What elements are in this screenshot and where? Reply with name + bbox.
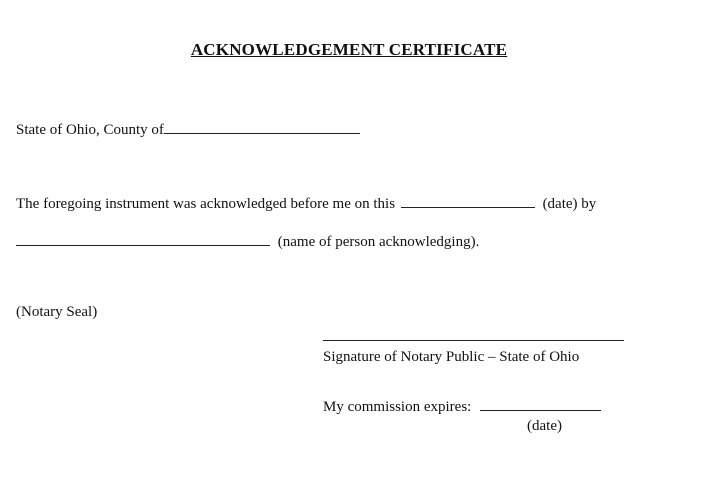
signature-line [323, 340, 624, 341]
date-blank [401, 193, 535, 208]
state-county-label: State of Ohio, County of [16, 122, 164, 138]
state-county-row [16, 119, 360, 139]
signature-label: Signature of Notary Public – State of Ohio [323, 349, 580, 365]
commission-blank [480, 396, 601, 411]
name-label: (name of person acknowledging). [277, 234, 480, 250]
acknowledgment-text: The foregoing instrument was acknowledged before me on this [16, 196, 396, 212]
commission-date-label: (date) [527, 418, 562, 434]
date-by-label: (date) by [542, 196, 597, 212]
commission-label: My commission expires: [323, 399, 472, 415]
notary-seal-label: (Notary Seal) [16, 304, 98, 320]
county-blank [164, 119, 360, 134]
name-blank [16, 231, 270, 246]
certificate-title: ACKNOWLEDGEMENT CERTIFICATE [190, 40, 508, 59]
acknowledgment-row [16, 193, 596, 213]
commission-row [323, 396, 601, 416]
name-row [16, 231, 479, 251]
